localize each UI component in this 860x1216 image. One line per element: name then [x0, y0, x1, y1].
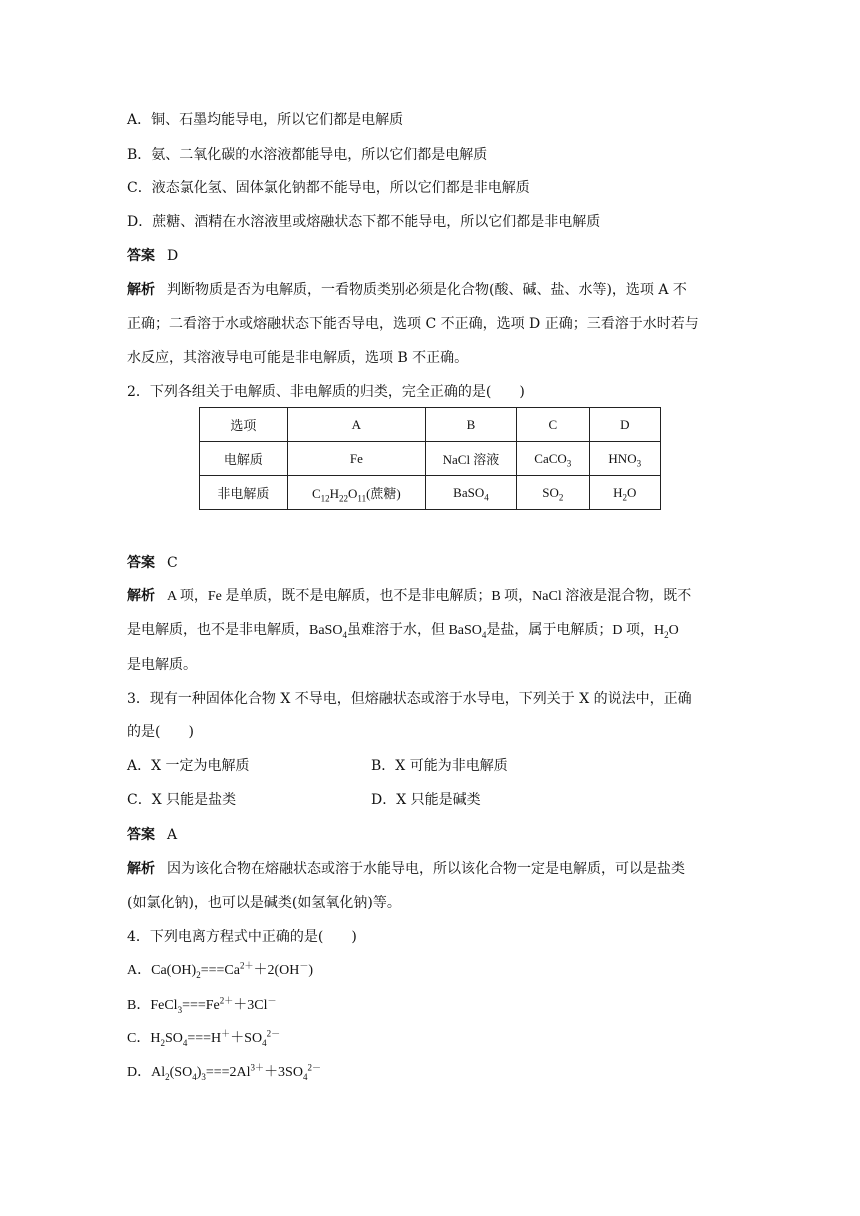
table-row — [200, 408, 661, 442]
header-cell: A — [287, 408, 425, 442]
q1-answer — [127, 246, 178, 266]
table-cell: $SO_2$ — [517, 476, 589, 510]
answer-label: 答案 — [127, 555, 155, 571]
q1-option-a: A．铜、石墨均能导电，所以它们都是电解质 — [127, 112, 404, 128]
row-label: 非电解质 — [200, 476, 288, 510]
q2-stem: 2．下列各组关于电解质、非电解质的归类，完全正确的是( ) — [127, 384, 525, 400]
q2-analysis-line2: 是电解质，也不是非电解质，BaSO$_4$虽难溶于水，但 BaSO$_4$是盐，属于电解质；D 项，$H_2O$ — [127, 623, 679, 640]
table-cell: NaCl 溶液 — [425, 442, 516, 476]
analysis-label: 解析 — [127, 861, 155, 877]
q2-analysis-line3: 是电解质。 — [127, 657, 197, 673]
q3-option-a: A．X 一定为电解质 — [127, 758, 250, 774]
q3-option-d: D．X 只能是碱类 — [371, 792, 481, 808]
q3-option-c: C．X 只能是盐类 — [127, 792, 237, 808]
header-cell: D — [589, 408, 660, 442]
answer-label: 答案 — [127, 248, 155, 264]
q1-analysis-line3: 水反应，其溶液导电可能是非电解质，选项 B 不正确。 — [127, 350, 469, 366]
q3-option-b: B．X 可能为非电解质 — [371, 758, 508, 774]
answer-value: C — [167, 555, 178, 571]
header-cell: B — [425, 408, 516, 442]
header-cell: C — [517, 408, 589, 442]
q4-option-b: B．$FeCl_3===Fe^{2+}+3Cl^-$ — [127, 995, 277, 1015]
table-row — [200, 442, 661, 476]
q1-option-b: B．氨、二氧化碳的水溶液都能导电，所以它们都是电解质 — [127, 147, 488, 163]
q4-option-a: A．$Ca(OH)_2===Ca^{2+}+2(OH^-)$ — [127, 960, 314, 980]
answer-value: A — [167, 827, 178, 843]
q1-option-c: C．液态氯化氢、固体氯化钠都不能导电，所以它们都是非电解质 — [127, 180, 530, 196]
q4-stem: 4．下列电离方程式中正确的是( ) — [127, 929, 357, 945]
q1-analysis-line2: 正确；二看溶于水或熔融状态下能否导电，选项 C 不正确，选项 D 正确；三看溶于水时若与 — [127, 316, 699, 332]
q3-analysis-line1: 解析 因为该化合物在熔融状态或溶于水能导电，所以该化合物一定是电解质，可以是盐类 — [127, 861, 685, 877]
q2-table — [199, 407, 661, 510]
q1-analysis-line1: 解析 判断物质是否为电解质，一看物质类别必须是化合物(酸、碱、盐、水等)，选项 A 不 — [127, 282, 687, 298]
q3-answer — [127, 825, 177, 845]
answer-value: D — [167, 248, 179, 264]
q4-option-c: C．$H_2SO_4===H^++SO_4^{2-}$ — [127, 1028, 281, 1048]
q2-answer — [127, 553, 178, 573]
table-cell: BaSO$_4$ — [425, 476, 516, 510]
row-label: 电解质 — [200, 442, 288, 476]
q3-stem-line2: 的是( ) — [127, 724, 194, 740]
q4-option-d: D．$Al_2(SO_4)_3===2Al^{3+}+3SO_4^{2-}$ — [127, 1062, 321, 1082]
table-cell: Fe — [287, 442, 425, 476]
q1-option-d: D．蔗糖、酒精在水溶液里或熔融状态下都不能导电，所以它们都是非电解质 — [127, 214, 601, 230]
table-cell: $C_{12}H_{22}O_{11}$(蔗糖) — [287, 476, 425, 510]
header-cell: 选项 — [200, 408, 288, 442]
table-cell: $HNO_3$ — [589, 442, 660, 476]
q3-analysis-line2: (如氯化钠)，也可以是碱类(如氢氧化钠)等。 — [127, 895, 401, 911]
q2-analysis-line1: 解析 A 项，Fe 是单质，既不是电解质，也不是非电解质；B 项，NaCl 溶液是混合物，既不 — [127, 589, 692, 604]
table-cell: CaCO$_3$ — [517, 442, 589, 476]
q3-stem-line1: 3．现有一种固体化合物 X 不导电，但熔融状态或溶于水导电，下列关于 X 的说法中，正确 — [127, 691, 692, 707]
table-cell: $H_2O$ — [589, 476, 660, 510]
table-row — [200, 476, 661, 510]
analysis-label: 解析 — [127, 589, 155, 604]
answer-label: 答案 — [127, 827, 155, 843]
analysis-label: 解析 — [127, 282, 155, 298]
